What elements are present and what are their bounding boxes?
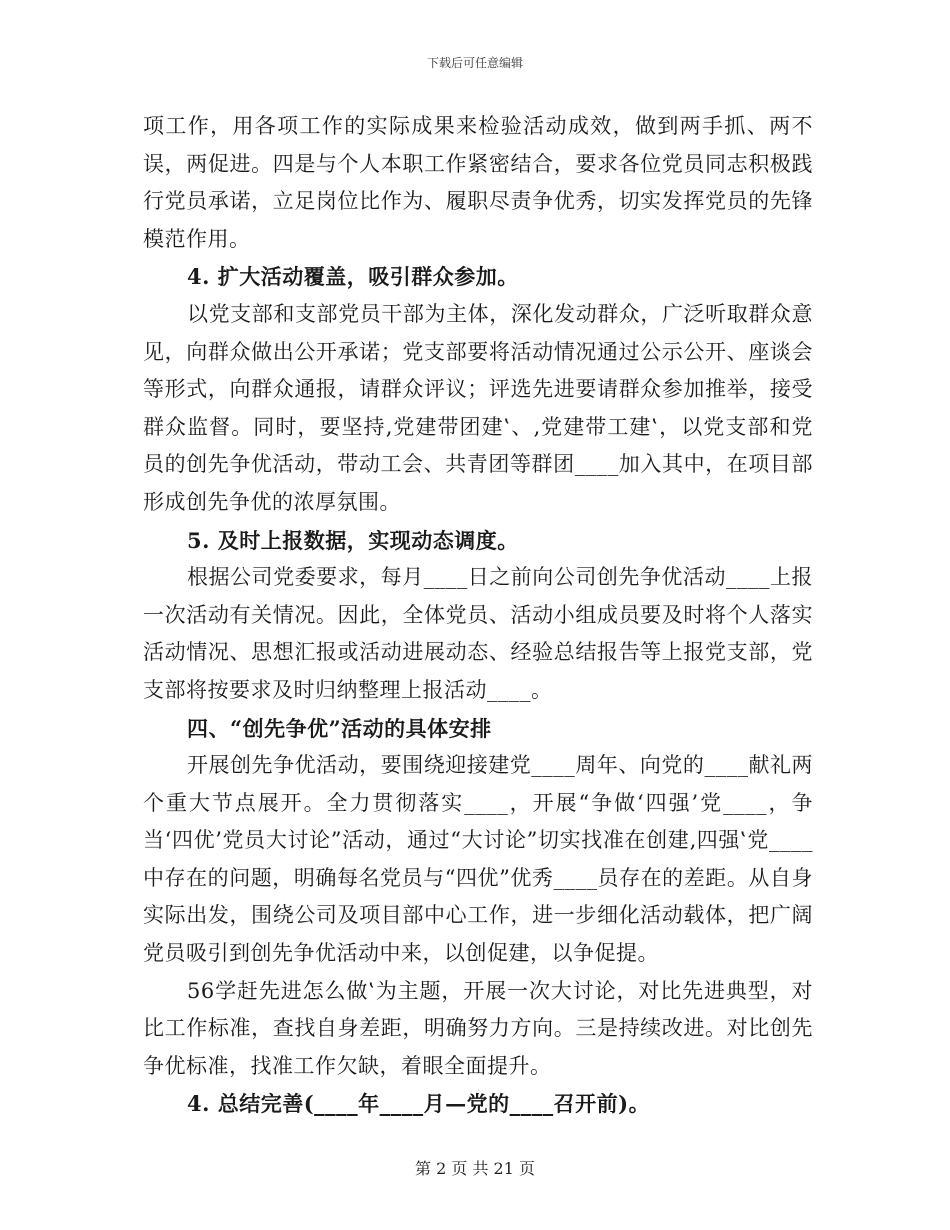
document-body	[143, 108, 813, 1123]
section-heading: 4. 扩大活动覆盖，吸引群众参加。	[187, 264, 519, 290]
page-header-note: 下载后可任意编辑	[426, 56, 523, 70]
paragraph: 根据公司党委要求，每月____日之前向公司创先争优活动____上报一次活动有关情况。因此，全体党员、活动小组成员要及时将个人落实活动情况、思想汇报或活动进展动态、经验总结报告等上报党支部，党支部将按要求及时归纳整理上报活动____。	[143, 565, 813, 702]
section-heading: 四、“创先争优”活动的具体安排	[187, 715, 492, 741]
paragraph: 以党支部和支部党员干部为主体，深化发动群众，广泛听取群众意见，向群众做出公开承诺；党支部要将活动情况通过公示公开、座谈会等形式，向群众通报，请群众评议；评选先进要请群众参加推举，接受群众监督。同时，要坚持‚党建带团建‛、‚党建带工建‛，以党支部和党员的创先争优活动，带动工会、共青团等群团____加入其中，在项目部形成创先争优的浓厚氛围。	[143, 301, 813, 514]
paragraph: 开展创先争优活动，要围绕迎接建党____周年、向党的____献礼两个重大节点展开。全力贯彻落实____，开展“争做‘四强’党____，争当‘四优’党员大讨论”活动，通过“大讨论”切实找准在创建‚四强‛党____中存在的问题，明确每名党员与“四优”优秀____员存在的差距。从自身实际出发，围绕公司及项目部中心工作，进一步细化活动载体，把广阔党员吸引到创先争优活动中来，以创促建，以争促提。	[143, 753, 813, 966]
paragraph: 56学赶先进怎么做‛为主题，开展一次大讨论，对比先进典型，对比工作标准，查找自身差距，明确努力方向。三是持续改进。对比创先争优标准，找准工作欠缺，着眼全面提升。	[143, 978, 813, 1078]
section-heading: 5. 及时上报数据，实现动态调度。	[187, 527, 519, 553]
section-heading: 4. 总结完善(____年____月—党的____召开前)。	[187, 1091, 651, 1117]
paragraph: 项工作，用各项工作的实际成果来检验活动成效，做到两手抓、两不误，两促进。四是与个人本职工作紧密结合，要求各位党员同志积极践行党员承诺，立足岗位比作为、履职尽责争优秀，切实发挥党员的先锋模范作用。	[143, 114, 813, 251]
page-number: 第 2 页 共 21 页	[415, 1159, 535, 1178]
